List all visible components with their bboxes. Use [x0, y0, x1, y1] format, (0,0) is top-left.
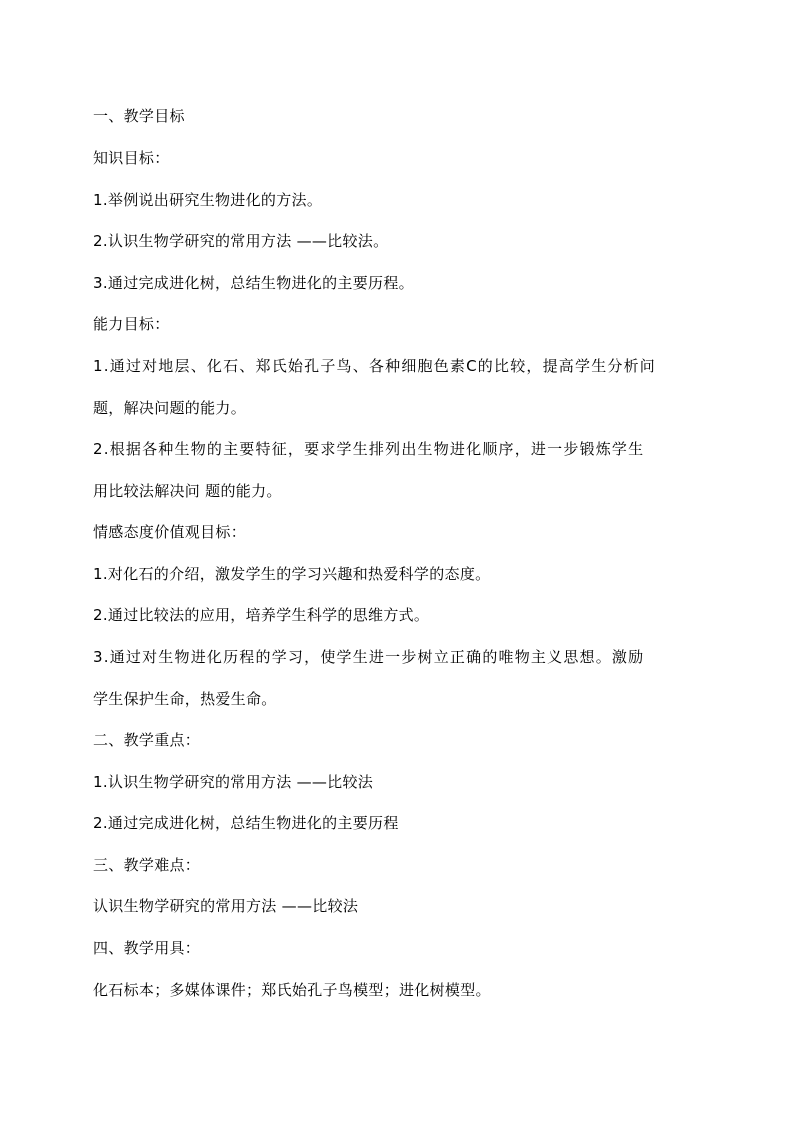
ability-goal-1-line-2: 题，解决问题的能力。 — [93, 399, 247, 417]
attitude-goal-3-line-2: 学生保护生命，热爱生命。 — [93, 690, 277, 708]
knowledge-goal-2: 2.认识生物学研究的常用方法 ——比较法。 — [93, 232, 389, 250]
key-point-2: 2.通过完成进化树，总结生物进化的主要历程 — [93, 814, 399, 832]
attitude-goal-1: 1.对化石的介绍，激发学生的学习兴趣和热爱科学的态度。 — [93, 565, 491, 583]
subheading-knowledge-goals: 知识目标： — [93, 149, 170, 167]
section-heading-key-points: 二、教学重点： — [93, 731, 201, 749]
section-heading-teaching-tools: 四、教学用具： — [93, 939, 201, 957]
subheading-ability-goals: 能力目标： — [93, 315, 170, 333]
key-point-1: 1.认识生物学研究的常用方法 ——比较法 — [93, 773, 374, 791]
subheading-attitude-goals: 情感态度价值观目标： — [93, 523, 247, 541]
attitude-goal-3-line-1: 3.通过对生物进化历程的学习，使学生进一步树立正确的唯物主义思想。激励 — [93, 648, 645, 666]
attitude-goal-2: 2.通过比较法的应用，培养学生科学的思维方式。 — [93, 606, 430, 624]
section-heading-teaching-goals: 一、教学目标 — [93, 107, 185, 125]
ability-goal-2-line-2: 用比较法解决问 题的能力。 — [93, 482, 282, 500]
knowledge-goal-3: 3.通过完成进化树，总结生物进化的主要历程。 — [93, 274, 414, 292]
difficulty-1: 认识生物学研究的常用方法 ——比较法 — [93, 897, 359, 915]
knowledge-goal-1: 1.举例说出研究生物进化的方法。 — [93, 191, 323, 209]
ability-goal-1-line-1: 1.通过对地层、化石、郑氏始孔子鸟、各种细胞色素C的比较，提高学生分析问 — [93, 357, 656, 375]
ability-goal-2-line-1: 2.根据各种生物的主要特征，要求学生排列出生物进化顺序，进一步锻炼学生 — [93, 440, 645, 458]
teaching-tools-list: 化石标本；多媒体课件；郑氏始孔子鸟模型；进化树模型。 — [93, 981, 491, 999]
section-heading-difficulties: 三、教学难点： — [93, 856, 201, 874]
